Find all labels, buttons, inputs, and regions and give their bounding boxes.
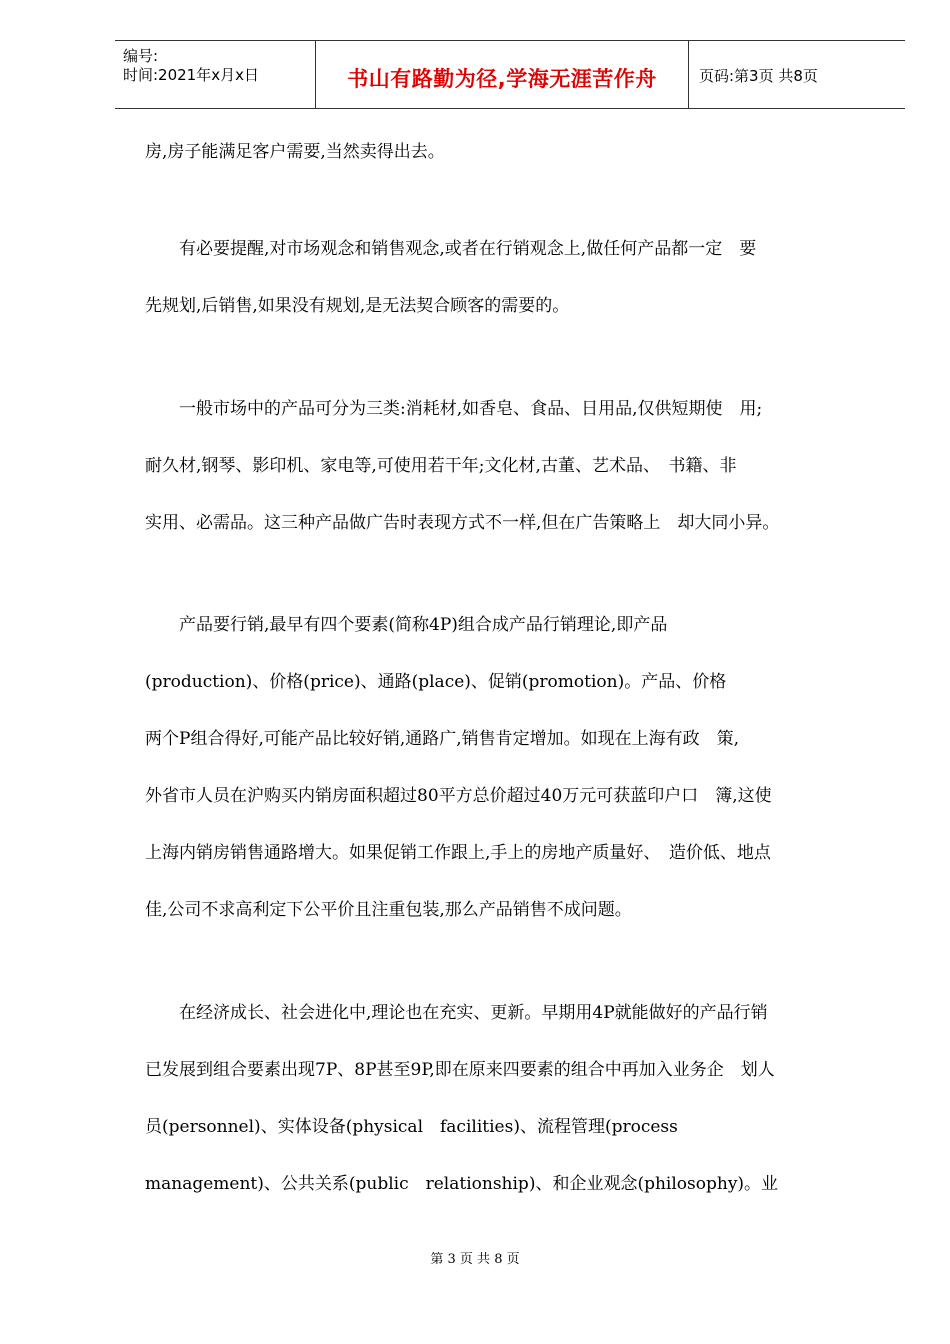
text-line: 佳,公司不求高利定下公平价且注重包装,那么产品销售不成问题。 [145, 900, 632, 920]
paragraph-1 [145, 124, 885, 181]
paragraph-3 [145, 381, 885, 552]
text-line: (production)、价格(price)、通路(place)、促销(promotion)。产品、价格 [145, 672, 727, 692]
text-line: 两个P组合得好,可能产品比较好销,通路广,销售肯定增加。如现在上海有政 策, [145, 729, 740, 749]
serial-label: 编号: [123, 47, 159, 65]
page-info: 页码:第3页 共8页 [699, 67, 818, 85]
date-label: 时间:2021年x月x日 [123, 66, 259, 84]
header-motto-cell [316, 41, 689, 108]
paragraph-5 [145, 985, 885, 1213]
text-line: 产品要行销,最早有四个要素(简称4P)组合成产品行销理论,即产品 [145, 615, 668, 635]
header-page-cell [689, 41, 905, 108]
text-line: 在经济成长、社会进化中,理论也在充实、更新。早期用4P就能做好的产品行销 [145, 1003, 768, 1023]
text-line: management)、公共关系(public relationship)、和企业观念(philosophy)。业 [145, 1174, 779, 1194]
text-line: 耐久材,钢琴、影印机、家电等,可使用若干年;文化材,古董、艺术品、 书籍、非 [145, 456, 737, 476]
text-line: 外省市人员在沪购买内销房面积超过80平方总价超过40万元可获蓝印户口 簿,这使 [145, 786, 772, 806]
text-line: 房,房子能满足客户需要,当然卖得出去。 [145, 142, 445, 162]
text-line: 有必要提醒,对市场观念和销售观念,或者在行销观念上,做任何产品都一定 要 [145, 239, 757, 259]
text-line: 员(personnel)、实体设备(physical facilities)、流程管理(process [145, 1117, 678, 1137]
paragraph-2 [145, 221, 885, 335]
text-line: 先规划,后销售,如果没有规划,是无法契合顾客的需要的。 [145, 296, 570, 316]
text-line: 已发展到组合要素出现7P、8P甚至9P,即在原来四要素的组合中再加入业务企 划人 [145, 1060, 775, 1080]
header-meta-cell [115, 41, 316, 108]
text-line: 一般市场中的产品可分为三类:消耗材,如香皂、食品、日用品,仅供短期使 用; [145, 399, 763, 419]
page-footer: 第 3 页 共 8 页 [430, 1252, 520, 1267]
text-line: 上海内销房销售通路增大。如果促销工作跟上,手上的房地产质量好、 造价低、地点 [145, 843, 771, 863]
page-header [115, 40, 905, 109]
motto: 书山有路勤为径,学海无涯苦作舟 [347, 67, 657, 91]
paragraph-4 [145, 597, 885, 939]
text-line: 实用、必需品。这三种产品做广告时表现方式不一样,但在广告策略上 却大同小异。 [145, 513, 780, 533]
